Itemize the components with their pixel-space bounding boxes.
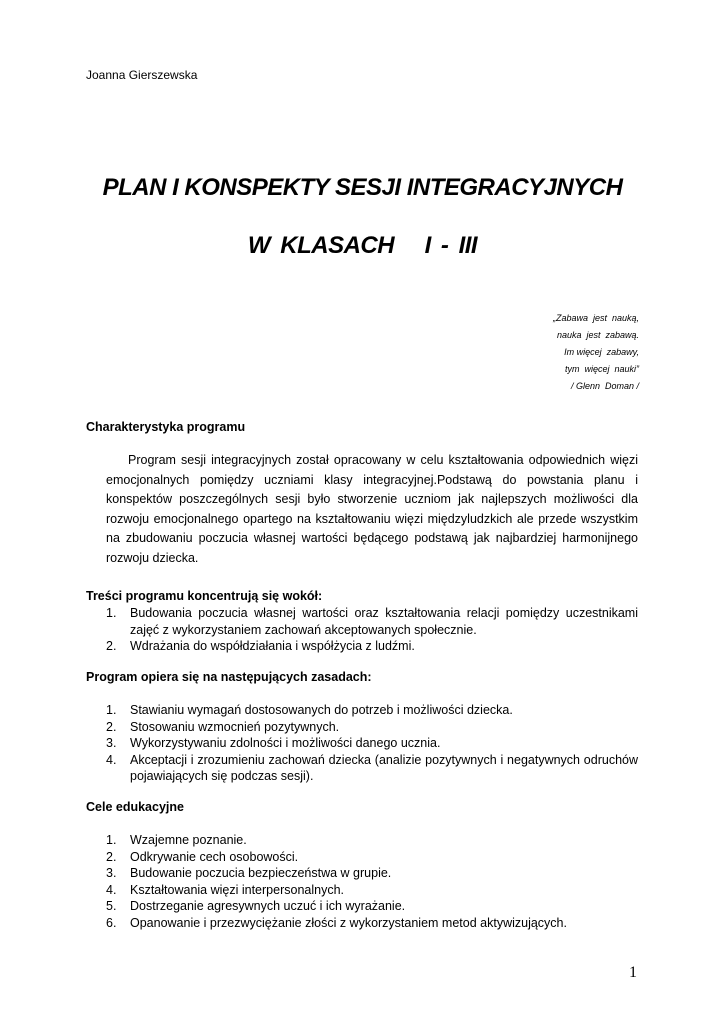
list-item: 2. Odkrywanie cech osobowości.	[106, 849, 299, 864]
list-item: 4. Kształtowania więzi interpersonalnych.	[106, 882, 344, 897]
principles-list	[86, 702, 638, 785]
content-list	[86, 605, 638, 655]
section-heading-goals: Cele edukacyjne	[86, 800, 184, 814]
section-heading-content: Treści programu koncentrują się wokół:	[86, 589, 323, 603]
author-name: Joanna Gierszewska	[86, 68, 198, 82]
motto-line: Im więcej zabawy,	[564, 347, 639, 357]
list-item: 1. Stawianiu wymagań dostosowanych do potrzeb i możliwości dziecka.	[106, 703, 513, 717]
goals-list	[86, 832, 638, 931]
motto-author: / Glenn Doman /	[570, 381, 639, 391]
page-number: 1	[629, 964, 637, 981]
motto-line: tym więcej nauki”	[564, 364, 639, 374]
list-item: 2. Wdrażania do współdziałania i współżycia z ludźmi.	[106, 639, 415, 653]
list-item: 3. Budowanie poczucia bezpieczeństwa w grupie.	[106, 866, 392, 880]
motto-line: nauka jest zabawą.	[556, 330, 639, 340]
list-item: 1. Wzajemne poznanie.	[106, 833, 247, 847]
list-item: 1. Budowania poczucia własnej wartości oraz kształtowania relacji pomiędzy uczestnikami zajęć z wykorzystaniem zachowań akceptowanych społecznie.	[106, 606, 638, 637]
section-heading-characteristics: Charakterystyka programu	[86, 420, 246, 434]
section-heading-principles: Program opiera się na następujących zasadach:	[86, 670, 372, 684]
motto-quote	[439, 310, 639, 395]
list-item: 6. Opanowanie i przezwyciężanie złości z wykorzystaniem metod aktywizujących.	[106, 915, 567, 930]
list-item: 2. Stosowaniu wzmocnień pozytywnych.	[106, 719, 340, 734]
list-item: 3. Wykorzystywaniu zdolności i możliwości danego ucznia.	[106, 736, 441, 750]
list-item: 4. Akceptacji i zrozumieniu zachowań dziecka (analizie pozytywnych i negatywnych odruchów pojawiających się podczas sesji).	[106, 752, 638, 783]
characteristics-paragraph: Program sesji integracyjnych został opracowany w celu kształtowania odpowiednich więzi emocjonalnych pomiędzy uczniami klasy integracyjnej.Podstawą do powstania planu i konspektów poszczególnych sesji było stworzenie uczniom jak najlepszych możliwości dla rozwoju emocjonalnego opartego na kształtowaniu więzi międzyludzkich ale przede wszystkim na zbudowaniu poczucia własnej wartości będącego podstawą jak najbardziej harmonijnego rozwoju dziecka.	[106, 453, 638, 565]
motto-line: „Zabawa jest nauką,	[552, 313, 639, 323]
list-item: 5. Dostrzeganie agresywnych uczuć i ich wyrażanie.	[106, 899, 406, 913]
document-title-line-1: PLAN I KONSPEKTY SESJI INTEGRACYJNYCH	[102, 174, 623, 201]
document-title-line-2: W KLASACH I - III	[247, 232, 478, 259]
